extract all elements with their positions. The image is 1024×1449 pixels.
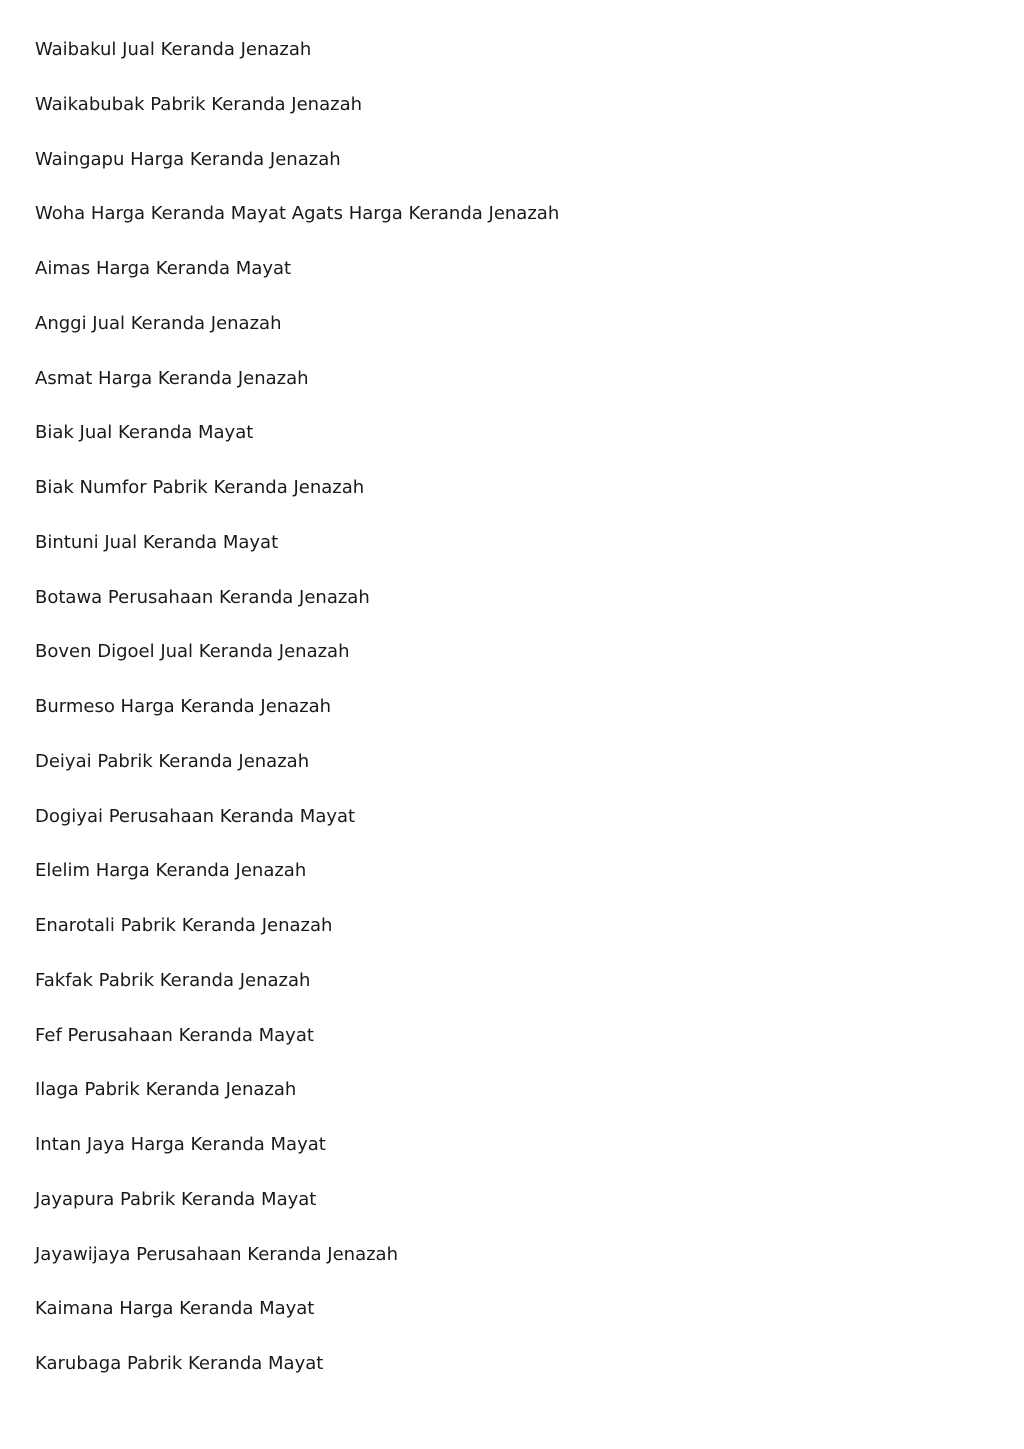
list-item: Fef Perusahaan Keranda Mayat (35, 1024, 314, 1046)
list-item: Kaimana Harga Keranda Mayat (35, 1298, 315, 1320)
list-item: Waingapu Harga Keranda Jenazah (35, 148, 341, 170)
list-item: Dogiyai Perusahaan Keranda Mayat (35, 805, 356, 827)
list-item: Ilaga Pabrik Keranda Jenazah (35, 1079, 297, 1101)
list-item: Intan Jaya Harga Keranda Mayat (35, 1134, 326, 1155)
list-item: Bintuni Jual Keranda Mayat (35, 531, 279, 553)
list-item: Asmat Harga Keranda Jenazah (35, 367, 309, 389)
list-item: Elelim Harga Keranda Jenazah (35, 860, 307, 882)
list-item: Biak Jual Keranda Mayat (35, 422, 254, 444)
list-item: Anggi Jual Keranda Jenazah (35, 312, 282, 334)
list-item: Botawa Perusahaan Keranda Jenazah (35, 586, 370, 608)
list-item: Woha Harga Keranda Mayat Agats Harga Keranda Jenazah (35, 203, 560, 225)
list-item: Enarotali Pabrik Keranda Jenazah (35, 915, 333, 936)
list-item: Fakfak Pabrik Keranda Jenazah (35, 969, 311, 991)
list-item: Deiyai Pabrik Keranda Jenazah (35, 750, 310, 772)
list-item: Karubaga Pabrik Keranda Mayat (35, 1353, 324, 1374)
entry-list (35, 36, 1024, 1405)
list-item: Waikabubak Pabrik Keranda Jenazah (35, 93, 363, 115)
list-item: Jayawijaya Perusahaan Keranda Jenazah (35, 1243, 398, 1265)
list-item: Boven Digoel Jual Keranda Jenazah (35, 641, 350, 663)
list-item: Jayapura Pabrik Keranda Mayat (35, 1188, 317, 1210)
list-item: Aimas Harga Keranda Mayat (35, 258, 292, 279)
list-item: Waibakul Jual Keranda Jenazah (35, 39, 312, 60)
list-item: Biak Numfor Pabrik Keranda Jenazah (35, 477, 365, 498)
list-item: Burmeso Harga Keranda Jenazah (35, 696, 332, 717)
